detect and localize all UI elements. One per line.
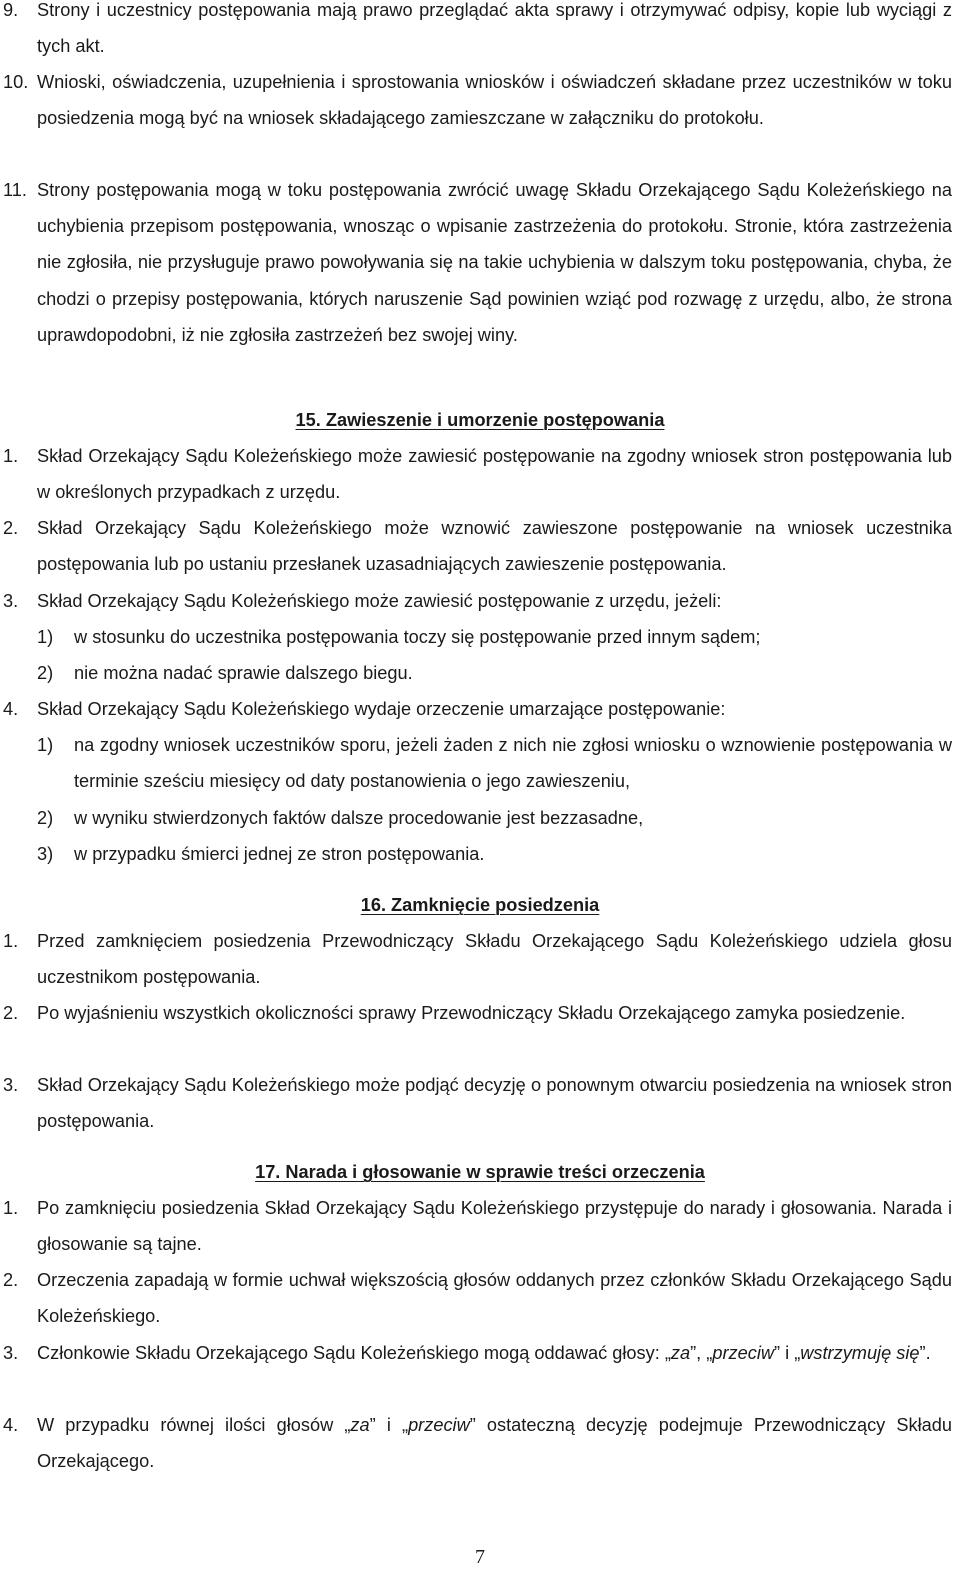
paragraph-10 bbox=[0, 64, 952, 136]
s15-item-4-sub-2 bbox=[37, 800, 952, 836]
paragraph-text: Skład Orzekający Sądu Koleżeńskiego może podjąć decyzję o ponownym otwarciu posiedzenia na wniosek stron postępowania. bbox=[37, 1075, 952, 1132]
s17-item-4 bbox=[0, 1407, 952, 1479]
text-segment: ”, „ bbox=[690, 1343, 713, 1363]
paragraph-text bbox=[37, 1407, 952, 1479]
paragraph-number: 1. bbox=[3, 446, 19, 466]
subitem-text: nie można nadać sprawie dalszego biegu. bbox=[74, 663, 413, 683]
s16-item-2 bbox=[0, 995, 952, 1031]
paragraph-number: 1. bbox=[3, 1198, 19, 1218]
s16-item-1 bbox=[0, 923, 952, 995]
subitem-text: w stosunku do uczestnika postępowania toczy się postępowanie przed innym sądem; bbox=[74, 627, 761, 647]
vote-option-przeciw: przeciw bbox=[712, 1343, 774, 1363]
s15-item-4-sub-3 bbox=[37, 836, 952, 872]
paragraph-9 bbox=[0, 0, 952, 64]
text-segment: Członkowie Składu Orzekającego Sądu Koleżeńskiego mogą oddawać głosy: „ bbox=[37, 1343, 671, 1363]
s15-item-3-sub-2 bbox=[37, 655, 952, 691]
subitem-text: na zgodny wniosek uczestników sporu, jeżeli żaden z nich nie zgłosi wniosku o wznowienie postępowania w terminie sześciu miesięcy od daty postanowienia o jego zawieszeniu, bbox=[74, 735, 952, 792]
subitem-number: 1) bbox=[37, 627, 54, 647]
section-16-heading: 16. Zamknięcie posiedzenia bbox=[360, 895, 600, 915]
subitem-number: 2) bbox=[37, 663, 54, 683]
paragraph-number: 2. bbox=[3, 518, 19, 538]
section-15-heading: 15. Zawieszenie i umorzenie postępowania bbox=[295, 410, 665, 430]
paragraph-number: 4. bbox=[3, 1415, 19, 1435]
paragraph-text: Skład Orzekający Sądu Koleżeńskiego może zawiesić postępowanie na zgodny wniosek stron postępowania lub w określonych przypadkach z urzędu. bbox=[37, 446, 952, 503]
paragraph-text: Skład Orzekający Sądu Koleżeńskiego może wznowić zawieszone postępowanie na wniosek uczestnika postępowania lub po ustaniu przesłanek uzasadniających zawieszenie postępowania. bbox=[37, 518, 952, 575]
s17-item-2 bbox=[0, 1262, 952, 1334]
section-17-heading: 17. Narada i głosowanie w sprawie treści orzeczenia bbox=[255, 1162, 705, 1182]
text-segment: ” i „ bbox=[369, 1415, 409, 1435]
text-segment: ”. bbox=[919, 1343, 931, 1363]
page-number: 7 bbox=[475, 1546, 485, 1568]
paragraph-number: 1. bbox=[3, 931, 19, 951]
paragraph-number: 10. bbox=[3, 72, 29, 92]
s15-item-1 bbox=[0, 438, 952, 510]
paragraph-number: 2. bbox=[3, 1003, 19, 1023]
s17-item-1 bbox=[0, 1190, 952, 1262]
s15-item-4 bbox=[0, 691, 952, 727]
text-segment: W przypadku równej ilości głosów „ bbox=[37, 1415, 351, 1435]
s16-item-3 bbox=[0, 1067, 952, 1139]
subitem-number: 3) bbox=[37, 844, 54, 864]
paragraph-text: Po wyjaśnieniu wszystkich okoliczności sprawy Przewodniczący Składu Orzekającego zamyka posiedzenie. bbox=[37, 1003, 906, 1023]
s15-item-3-sub-1 bbox=[37, 619, 952, 655]
vote-option-przeciw: przeciw bbox=[408, 1415, 470, 1435]
paragraph-number: 4. bbox=[3, 699, 19, 719]
subitem-text: w przypadku śmierci jednej ze stron postępowania. bbox=[74, 844, 485, 864]
vote-option-wstrzymuje: wstrzymuję się bbox=[800, 1343, 920, 1363]
paragraph-number: 11. bbox=[3, 180, 27, 200]
vote-option-za: za bbox=[350, 1415, 370, 1435]
paragraph-text: Wnioski, oświadczenia, uzupełnienia i sprostowania wniosków i oświadczeń składane przez uczestników w toku posiedzenia mogą być na wniosek składającego zamieszczane w załączniku do protokołu. bbox=[37, 72, 952, 129]
s17-item-3 bbox=[0, 1335, 952, 1371]
paragraph-text: Skład Orzekający Sądu Koleżeńskiego może zawiesić postępowanie z urzędu, jeżeli: bbox=[37, 591, 722, 611]
s15-item-2 bbox=[0, 510, 952, 582]
paragraph-text: Orzeczenia zapadają w formie uchwał większością głosów oddanych przez członków Składu Orzekającego Sądu Koleżeńskiego. bbox=[37, 1270, 952, 1327]
paragraph-number: 3. bbox=[3, 1075, 19, 1095]
paragraph-text: Po zamknięciu posiedzenia Skład Orzekający Sądu Koleżeńskiego przystępuje do narady i głosowania. Narada i głosowanie są tajne. bbox=[37, 1198, 952, 1255]
paragraph-text bbox=[37, 1335, 952, 1371]
subitem-text: w wyniku stwierdzonych faktów dalsze procedowanie jest bezzasadne, bbox=[74, 808, 644, 828]
s15-item-4-sub-1 bbox=[37, 727, 952, 799]
vote-option-za: za bbox=[670, 1343, 691, 1363]
text-segment: ” ostateczną decyzję podejmuje Przewodniczący Składu Orzekającego. bbox=[37, 1415, 952, 1472]
s15-item-3 bbox=[0, 583, 952, 619]
paragraph-number: 2. bbox=[3, 1270, 19, 1290]
paragraph-11 bbox=[0, 172, 952, 353]
subitem-number: 2) bbox=[37, 808, 54, 828]
paragraph-text: Strony i uczestnicy postępowania mają prawo przeglądać akta sprawy i otrzymywać odpisy, kopie lub wyciągi z tych akt. bbox=[37, 0, 952, 57]
paragraph-number: 9. bbox=[3, 0, 19, 20]
paragraph-number: 3. bbox=[3, 591, 19, 611]
paragraph-text: Przed zamknięciem posiedzenia Przewodniczący Składu Orzekającego Sądu Koleżeńskiego udziela głosu uczestnikom postępowania. bbox=[37, 931, 952, 988]
paragraph-number: 3. bbox=[3, 1343, 19, 1363]
subitem-number: 1) bbox=[37, 735, 54, 755]
paragraph-text: Strony postępowania mogą w toku postępowania zwrócić uwagę Składu Orzekającego Sądu Koleżeńskiego na uchybienia przepisom postępowania, wnosząc o wpisanie zastrzeżenia do protokołu. Stronie, która zastrzeżenia nie zgłosiła, nie przysługuje prawo powoływania się na takie uchybienia w dalszym toku postępowania, chyba, że chodzi o przepisy postępowania, których naruszenie Sąd powinien wziąć pod rozwagę z urzędu, albo, że strona uprawdopodobni, iż nie zgłosiła zastrzeżeń bez swojej winy. bbox=[37, 180, 952, 345]
text-segment: ” i „ bbox=[774, 1343, 801, 1363]
paragraph-text: Skład Orzekający Sądu Koleżeńskiego wydaje orzeczenie umarzające postępowanie: bbox=[37, 699, 726, 719]
